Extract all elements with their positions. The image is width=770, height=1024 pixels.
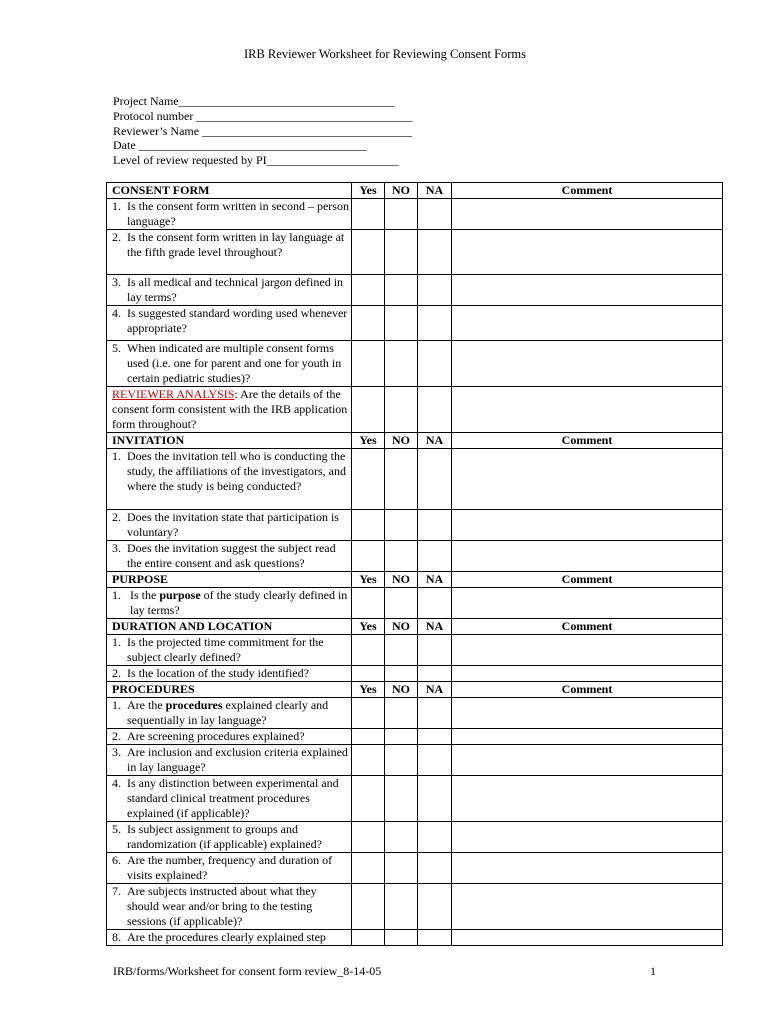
reviewer-analysis-label: REVIEWER ANALYSIS bbox=[112, 387, 235, 401]
comment-header: Comment bbox=[452, 433, 723, 449]
question-text: When indicated are multiple consent forms used (i.e. one for parent and one for youth in certain pediatric studies)? bbox=[127, 341, 342, 385]
question-cell bbox=[107, 776, 352, 822]
na-cell[interactable] bbox=[418, 745, 452, 776]
reviewer-name-field[interactable]: Reviewer’s Name ___________________________________ bbox=[113, 123, 413, 138]
question-number: 2. bbox=[112, 230, 127, 244]
question-cell bbox=[107, 199, 352, 230]
section-heading-purpose: PURPOSE bbox=[107, 572, 352, 588]
no-cell[interactable] bbox=[385, 729, 418, 745]
question-number: 2. bbox=[112, 666, 127, 680]
comment-cell[interactable] bbox=[452, 635, 723, 666]
no-header: NO bbox=[385, 433, 418, 449]
na-cell[interactable] bbox=[418, 729, 452, 745]
no-cell[interactable] bbox=[385, 853, 418, 884]
comment-cell[interactable] bbox=[452, 588, 723, 619]
question-cell bbox=[107, 588, 352, 619]
yes-cell[interactable] bbox=[352, 588, 385, 619]
question-text: Does the invitation tell who is conducting the study, the affiliations of the investigators, and where the study is being conducted? bbox=[127, 449, 346, 493]
page-title: IRB Reviewer Worksheet for Reviewing Consent Forms bbox=[243, 47, 527, 61]
yes-cell[interactable] bbox=[352, 510, 385, 541]
question-cell bbox=[107, 822, 352, 853]
no-cell[interactable] bbox=[385, 698, 418, 729]
comment-header: Comment bbox=[452, 183, 723, 199]
question-text: Is suggested standard wording used whenever appropriate? bbox=[127, 306, 348, 335]
comment-cell[interactable] bbox=[452, 341, 723, 387]
page-number: 1 bbox=[650, 964, 656, 978]
na-cell[interactable] bbox=[418, 666, 452, 682]
question-cell bbox=[107, 341, 352, 387]
comment-cell[interactable] bbox=[452, 853, 723, 884]
question-text: Is the projected time commitment for the subject clearly defined? bbox=[127, 635, 324, 664]
na-cell[interactable] bbox=[418, 588, 452, 619]
question-number: 1. bbox=[112, 635, 127, 649]
comment-cell[interactable] bbox=[452, 729, 723, 745]
date-field[interactable]: Date ______________________________________ bbox=[113, 138, 367, 153]
question-cell bbox=[107, 449, 352, 510]
no-cell[interactable] bbox=[385, 449, 418, 510]
yes-cell[interactable] bbox=[352, 745, 385, 776]
yes-cell[interactable] bbox=[352, 776, 385, 822]
na-cell[interactable] bbox=[418, 306, 452, 341]
reviewer-analysis-text: : Are the details of the consent form consistent with the IRB application form throughout? bbox=[112, 387, 348, 431]
no-header: NO bbox=[385, 183, 418, 199]
question-text: Is any distinction between experimental and standard clinical treatment procedures explained (if applicable)? bbox=[127, 776, 339, 820]
comment-header: Comment bbox=[452, 682, 723, 698]
comment-cell[interactable] bbox=[452, 387, 723, 433]
question-text: Does the invitation suggest the subject read the entire consent and ask questions? bbox=[127, 541, 336, 570]
yes-cell[interactable] bbox=[352, 822, 385, 853]
yes-cell[interactable] bbox=[352, 199, 385, 230]
na-cell[interactable] bbox=[418, 199, 452, 230]
yes-cell[interactable] bbox=[352, 341, 385, 387]
comment-cell[interactable] bbox=[452, 199, 723, 230]
question-cell bbox=[107, 275, 352, 306]
yes-header: Yes bbox=[352, 682, 385, 698]
na-cell[interactable] bbox=[418, 510, 452, 541]
yes-cell[interactable] bbox=[352, 230, 385, 275]
yes-cell[interactable] bbox=[352, 541, 385, 572]
no-cell[interactable] bbox=[385, 635, 418, 666]
no-cell[interactable] bbox=[385, 199, 418, 230]
comment-cell[interactable] bbox=[452, 230, 723, 275]
question-number: 5. bbox=[112, 341, 127, 355]
question-text: Is subject assignment to groups and randomization (if applicable) explained? bbox=[127, 822, 322, 851]
question-cell bbox=[107, 884, 352, 930]
comment-cell[interactable] bbox=[452, 275, 723, 306]
no-cell[interactable] bbox=[385, 230, 418, 275]
no-cell[interactable] bbox=[385, 884, 418, 930]
question-number: 3. bbox=[112, 541, 127, 555]
no-cell[interactable] bbox=[385, 541, 418, 572]
na-cell[interactable] bbox=[418, 541, 452, 572]
yes-cell[interactable] bbox=[352, 930, 385, 946]
na-header: NA bbox=[418, 619, 452, 635]
comment-cell[interactable] bbox=[452, 884, 723, 930]
question-cell bbox=[107, 853, 352, 884]
question-cell bbox=[107, 666, 352, 682]
no-cell[interactable] bbox=[385, 588, 418, 619]
na-cell[interactable] bbox=[418, 853, 452, 884]
question-number: 7. bbox=[112, 884, 127, 898]
comment-cell[interactable] bbox=[452, 745, 723, 776]
section-heading-consent-form: CONSENT FORM bbox=[107, 183, 352, 199]
comment-cell[interactable] bbox=[452, 510, 723, 541]
question-number: 5. bbox=[112, 822, 127, 836]
comment-cell[interactable] bbox=[452, 666, 723, 682]
comment-cell[interactable] bbox=[452, 449, 723, 510]
na-header: NA bbox=[418, 572, 452, 588]
no-cell[interactable] bbox=[385, 510, 418, 541]
header-fields bbox=[113, 94, 412, 168]
question-number: 1. bbox=[112, 588, 130, 602]
question-number: 4. bbox=[112, 776, 127, 790]
question-text: Are the procedures explained clearly and sequentially in lay language? bbox=[127, 698, 329, 727]
question-cell bbox=[107, 635, 352, 666]
section-heading-procedures: PROCEDURES bbox=[107, 682, 352, 698]
question-text: Are screening procedures explained? bbox=[127, 729, 305, 743]
no-cell[interactable] bbox=[385, 666, 418, 682]
question-text: Is all medical and technical jargon defined in lay terms? bbox=[127, 275, 344, 304]
comment-cell[interactable] bbox=[452, 822, 723, 853]
question-number: 3. bbox=[112, 745, 127, 759]
no-cell[interactable] bbox=[385, 306, 418, 341]
question-number: 1. bbox=[112, 698, 127, 712]
yes-header: Yes bbox=[352, 433, 385, 449]
yes-header: Yes bbox=[352, 619, 385, 635]
yes-cell[interactable] bbox=[352, 635, 385, 666]
question-number: 1. bbox=[112, 449, 127, 463]
question-number: 2. bbox=[112, 510, 127, 524]
na-header: NA bbox=[418, 183, 452, 199]
comment-cell[interactable] bbox=[452, 698, 723, 729]
question-text: Does the invitation state that participation is voluntary? bbox=[127, 510, 339, 539]
question-number: 8. bbox=[112, 930, 127, 944]
comment-cell[interactable] bbox=[452, 930, 723, 946]
question-number: 2. bbox=[112, 729, 127, 743]
question-number: 6. bbox=[112, 853, 127, 867]
na-cell[interactable] bbox=[418, 387, 452, 433]
question-text: Is the purpose of the study clearly defined in lay terms? bbox=[130, 588, 348, 617]
question-text: Are the procedures clearly explained step bbox=[127, 930, 326, 944]
question-text: Are inclusion and exclusion criteria explained in lay language? bbox=[127, 745, 348, 774]
review-table bbox=[106, 182, 723, 946]
no-header: NO bbox=[385, 572, 418, 588]
yes-cell[interactable] bbox=[352, 853, 385, 884]
na-cell[interactable] bbox=[418, 635, 452, 666]
question-text: Are the number, frequency and duration of visits explained? bbox=[127, 853, 333, 882]
section-heading-duration: DURATION AND LOCATION bbox=[107, 619, 352, 635]
comment-cell[interactable] bbox=[452, 306, 723, 341]
yes-cell[interactable] bbox=[352, 275, 385, 306]
comment-header: Comment bbox=[452, 619, 723, 635]
na-header: NA bbox=[418, 682, 452, 698]
question-cell bbox=[107, 541, 352, 572]
yes-cell[interactable] bbox=[352, 449, 385, 510]
yes-cell[interactable] bbox=[352, 729, 385, 745]
question-cell bbox=[107, 930, 352, 946]
question-text: Is the location of the study identified? bbox=[127, 666, 309, 680]
na-cell[interactable] bbox=[418, 776, 452, 822]
yes-header: Yes bbox=[352, 572, 385, 588]
question-number: 3. bbox=[112, 275, 127, 289]
no-cell[interactable] bbox=[385, 275, 418, 306]
na-cell[interactable] bbox=[418, 230, 452, 275]
na-cell[interactable] bbox=[418, 930, 452, 946]
comment-cell[interactable] bbox=[452, 541, 723, 572]
no-cell[interactable] bbox=[385, 930, 418, 946]
no-cell[interactable] bbox=[385, 341, 418, 387]
question-number: 4. bbox=[112, 306, 127, 320]
section-heading-invitation: INVITATION bbox=[107, 433, 352, 449]
yes-cell[interactable] bbox=[352, 387, 385, 433]
question-text: Is the consent form written in lay language at the fifth grade level throughout? bbox=[127, 230, 345, 259]
comment-cell[interactable] bbox=[452, 776, 723, 822]
na-cell[interactable] bbox=[418, 698, 452, 729]
no-cell[interactable] bbox=[385, 745, 418, 776]
reviewer-analysis-cell bbox=[107, 387, 352, 433]
no-cell[interactable] bbox=[385, 387, 418, 433]
na-cell[interactable] bbox=[418, 341, 452, 387]
na-header: NA bbox=[418, 433, 452, 449]
yes-header: Yes bbox=[352, 183, 385, 199]
no-cell[interactable] bbox=[385, 776, 418, 822]
no-cell[interactable] bbox=[385, 822, 418, 853]
na-cell[interactable] bbox=[418, 884, 452, 930]
no-header: NO bbox=[385, 682, 418, 698]
yes-cell[interactable] bbox=[352, 666, 385, 682]
question-text: Is the consent form written in second – person language? bbox=[127, 199, 349, 228]
na-cell[interactable] bbox=[418, 449, 452, 510]
yes-cell[interactable] bbox=[352, 698, 385, 729]
na-cell[interactable] bbox=[418, 822, 452, 853]
yes-cell[interactable] bbox=[352, 884, 385, 930]
question-cell bbox=[107, 729, 352, 745]
question-cell bbox=[107, 230, 352, 275]
comment-header: Comment bbox=[452, 572, 723, 588]
question-cell bbox=[107, 306, 352, 341]
question-cell bbox=[107, 745, 352, 776]
question-cell bbox=[107, 510, 352, 541]
question-cell bbox=[107, 698, 352, 729]
na-cell[interactable] bbox=[418, 275, 452, 306]
yes-cell[interactable] bbox=[352, 306, 385, 341]
no-header: NO bbox=[385, 619, 418, 635]
review-level-field[interactable]: Level of review requested by PI______________________ bbox=[113, 153, 399, 168]
footer-path: IRB/forms/Worksheet for consent form review_8-14-05 bbox=[113, 964, 382, 978]
question-text: Are subjects instructed about what they should wear and/or bring to the testing sessions (if applicable)? bbox=[127, 884, 317, 928]
project-name-field[interactable]: Project Name____________________________________ bbox=[113, 94, 395, 108]
question-number: 1. bbox=[112, 199, 127, 213]
protocol-number-field[interactable]: Protocol number ____________________________________ bbox=[113, 108, 413, 123]
